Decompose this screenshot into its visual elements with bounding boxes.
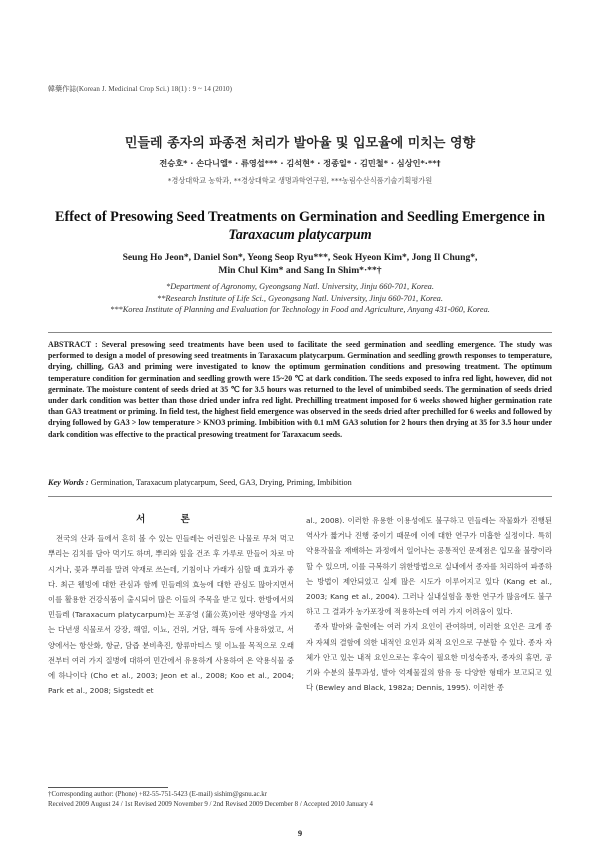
affiliation-1: *Department of Agronomy, Gyeongsang Natl. University, Jinju 660-701, Korea. <box>166 282 434 291</box>
keywords-label: Key Words : <box>48 478 89 487</box>
keywords <box>48 478 552 487</box>
corresponding-author: †Corresponding author: (Phone) +82-55-751-5423 (E-mail) sishim@gsnu.ac.kr <box>48 791 268 798</box>
affiliation-2: **Research Institute of Life Sci., Gyeongsang Natl. University, Jinju 660-701, Korea. <box>157 293 443 303</box>
intro-paragraph-1-cont: al., 2008). 이러한 유용한 이용성에도 불구하고 민들레는 작물화가 진행된 역사가 짧거나 진행 중이기 때문에 이에 대한 연구가 미흡한 실정이다. 특히 약용작물을 재배하는 과정에서 일어나는 공통적인 문제점은 입모율 불량이라 할 수 있으며, 이를 극복하기 위한방법으로 실내에서 종자를 처리하여 파종하는 방법이 제안되었고 실제 많은 시도가 이루어지고 있다 (Kang et al., 2003; Kang et al., 2004). 그러나 실내실험을 통한 연구가 많음에도 불구하고 그 결과가 농가포장에 적용하는데 여러 가지 어려움이 있다. <box>306 516 552 617</box>
footnote-rule <box>48 787 168 788</box>
keywords-text: Germination, Taraxacum platycarpum, Seed, GA3, Drying, Priming, Imbibition <box>90 478 352 487</box>
english-title <box>40 208 560 244</box>
abstract-top-rule <box>48 332 552 333</box>
body-right-column <box>306 513 552 695</box>
intro-paragraph-1: 전국의 산과 들에서 흔히 볼 수 있는 민들레는 어린잎은 나물로 무쳐 먹고 뿌리는 김치를 담아 먹기도 하며, 뿌리와 잎을 건조 후 가루로 만들어 차로 마시거나, 꽃과 뿌리를 말려 약재로 쓰는데, 기침이나 가래가 심할 때 효과가 좋다. 최근 웰빙에 대한 관심과 함께 민들레의 효능에 대한 관심도 많아지면서 이를 활용한 건강식품이 출시되어 많은 이들의 주목을 받고 있다. 한방에서의 민들레 (Taraxacum platycarpum)는 포공영 (蒲公英)이란 생약명을 가지는 다년생 식물로서 강장, 해열, 이뇨, 건위, 거담, 해독 등에 사용하였고, 서양에서는 항산화, 항균, 담즙 분비촉진, 항류마티스 및 이뇨를 목적으로 오래전부터 여러 가지 질병에 대하여 민간에서 유용하게 사용하여 온 약용식물 중에 하나이다 (Cho et al., 2003; Jeon et al., 2008; Koo et al., 2004; Park et al., 2008; Sigstedt et <box>48 534 294 696</box>
body-left-column <box>48 512 294 698</box>
journal-header: 韓藥作誌(Korean J. Medicinal Crop Sci.) 18(1) : 9 ~ 14 (2010) <box>48 85 233 93</box>
korean-affiliations: *경상대학교 농학과, **경상대학교 생명과학연구원, ***농림수산식품기술기획평가원 <box>167 176 433 185</box>
page-number: 9 <box>297 828 303 838</box>
korean-title: 민들레 종자의 파종전 처리가 발아율 및 입모율에 미치는 영향 <box>124 136 476 151</box>
english-authors-line2: Min Chul Kim* and Sang In Shim*·**† <box>218 265 382 276</box>
english-title-species: Taraxacum platycarpum <box>228 227 372 243</box>
korean-authors: 전승호* · 손다니엘* · 류영섭*** · 김석현* · 정종일* · 김민철* · 심상인*·**† <box>159 158 441 168</box>
keywords-bottom-rule <box>48 496 552 497</box>
abstract: ABSTRACT : Several presowing seed treatments have been used to facilitate the seed germination and seedling emergence. The study was performed to design a model of presowing seed treatments in Taraxacum platycarpum. Germination and seedling growth responses to temperature, drying, chilling, GA3 and priming were investigated to know the optimum germination conditions and presowing treatment. The optimum temperature condition for germination and seedling growth were 15~20 ℃ at dark condition. The seeds exposed to infra red light, however, did not germinate. The moisture content of seeds dried at 35 ℃ for 3.5 hours was returned to the level of unimbibed seeds. The germination of seeds dried under dark condition was better than those dried under infra red light. Prechilling treatment imposed for 6 weeks showed higher germination rate than GA3 treatment or priming. In field test, the highest field emergence was observed in the seeds dried after prechilled for 6 weeks and followed by drying followed by GA3 > low temperature > KNO3 priming. Imbibition with 0.1 mM GA3 solution for 2 hours then drying at 35 for 3.5 hour under dark condition was effective to the practical presowing treatment for Taraxacum seeds. <box>48 340 552 439</box>
footnotes <box>48 790 552 810</box>
section-title-introduction: 서 론 <box>136 514 206 525</box>
english-authors-line1: Seung Ho Jeon*, Daniel Son*, Yeong Seop Ryu***, Seok Hyeon Kim*, Jong Il Chung*, <box>122 252 478 263</box>
english-affiliations <box>30 281 570 316</box>
intro-paragraph-2: 종자 발아와 출현에는 여러 가지 요인이 관여하며, 이러한 요인은 크게 종자 자체의 결함에 의한 내적인 요인과 외적 요인으로 구분할 수 있다. 종자 자체가 안고 있는 내적 요인으로는 후숙이 필요한 미성숙종자, 종자의 휴면, 공기와 수분의 불투과성, 발아 억제물질의 함유 등 다양한 형태가 보고되고 있다 (Bewley and Black, 1982a; Dennis, 1995). 이러한 종 <box>306 622 552 693</box>
affiliation-3: ***Korea Institute of Planning and Evaluation for Technology in Food and Agriculture, Anyang 431-060, Korea. <box>110 305 490 314</box>
received-dates: Received 2009 August 24 / 1st Revised 2009 November 9 / 2nd Revised 2009 December 8 / Accepted 2010 January 4 <box>48 801 373 808</box>
english-title-main: Effect of Presowing Seed Treatments on Germination and Seedling Emergence in <box>55 209 545 225</box>
english-authors <box>60 251 540 277</box>
